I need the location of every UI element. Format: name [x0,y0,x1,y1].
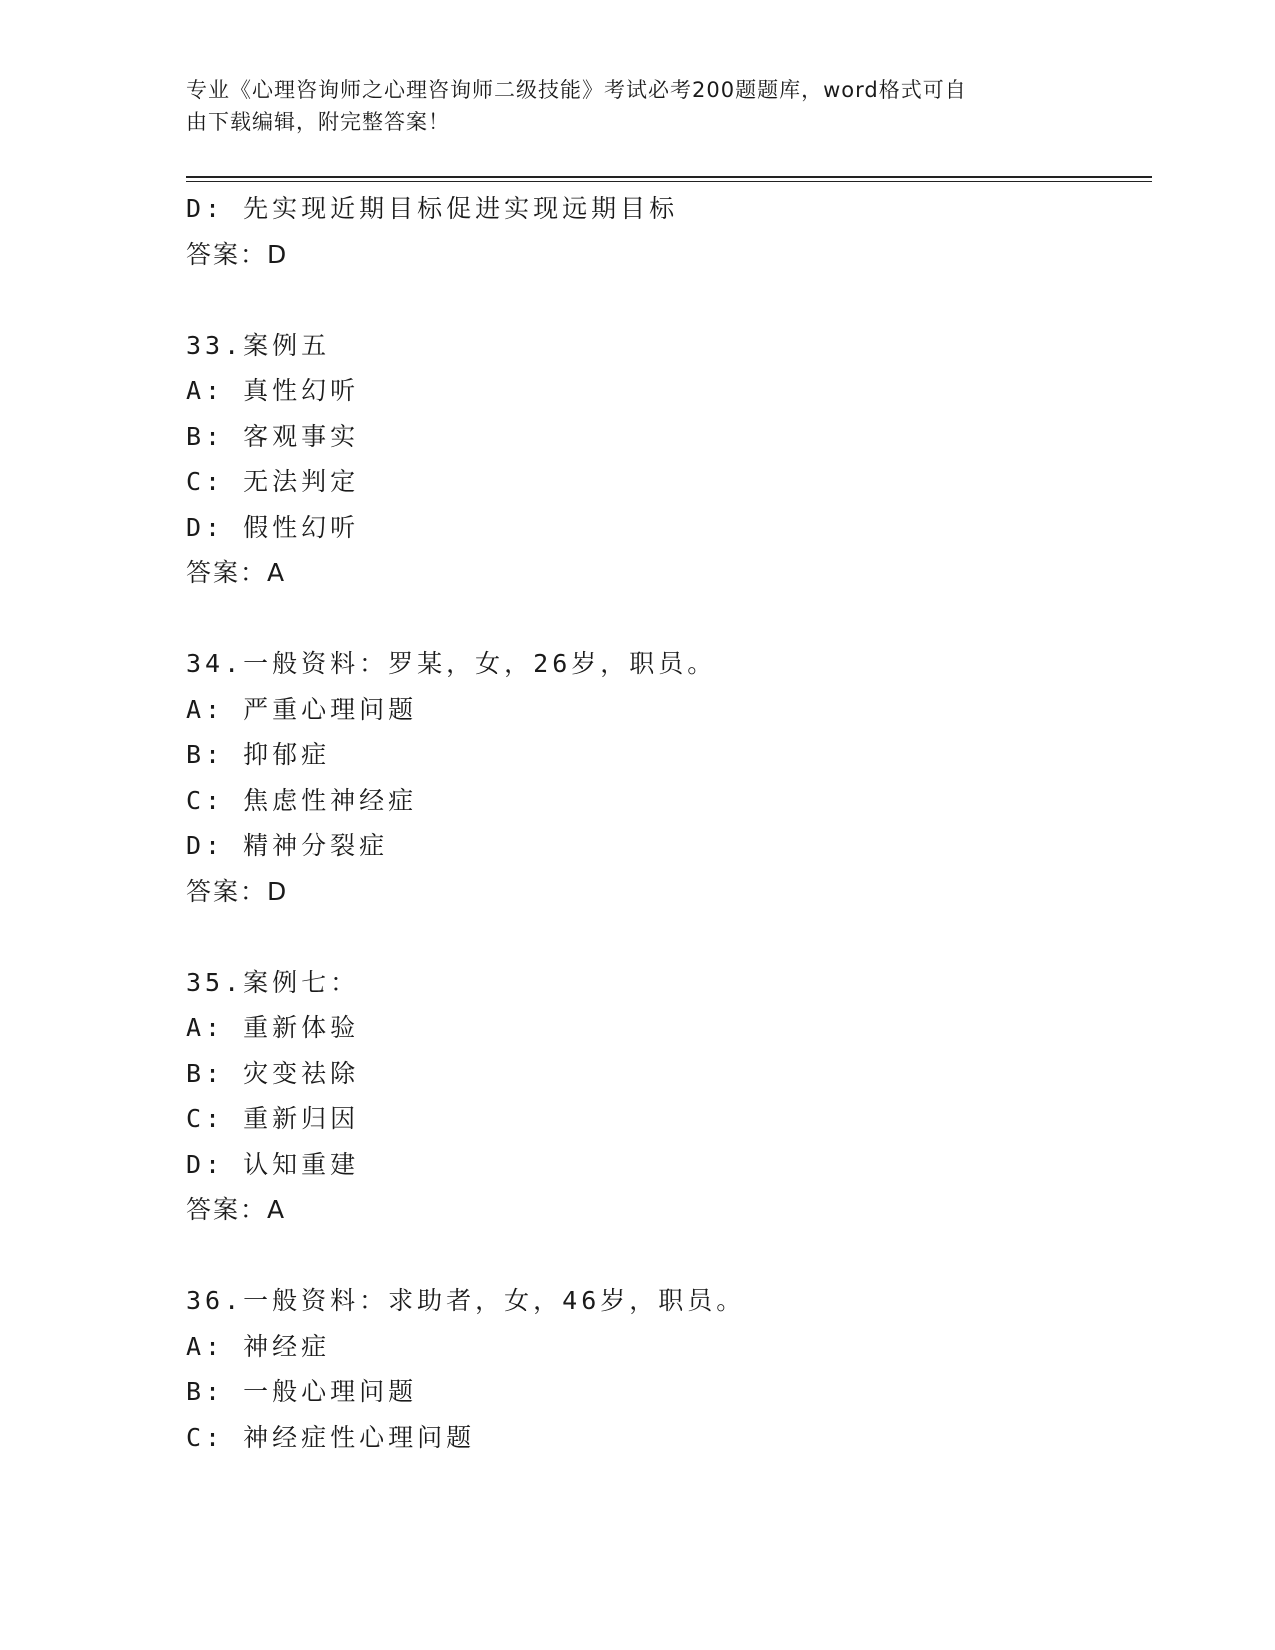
option-d: D: 精神分裂症 [186,831,389,860]
option-b: B: 抑郁症 [186,740,331,769]
option-b: B: 灾变祛除 [186,1058,360,1088]
header-line-1: 专业《心理咨询师之心理咨询师二级技能》考试必考200题题库，word格式可自 [186,78,967,102]
option-d: D: 认知重建 [186,1149,360,1179]
question-stem: 35.案例七： [186,967,360,997]
option-c: C: 无法判定 [186,467,360,496]
question-stem: 33.案例五 [186,330,331,360]
question-35 [186,960,1152,1233]
question-stem: 36.一般资料：求助者，女，46岁，职员。 [186,1286,746,1315]
spacer [186,1233,1152,1279]
option-c: C: 焦虑性神经症 [186,785,418,815]
spacer [186,596,1152,642]
question-33 [186,323,1152,596]
option-a: A: 严重心理问题 [186,694,418,724]
header-line-2: 由下载编辑，附完整答案！ [186,110,450,134]
option-a: A: 重新体验 [186,1013,360,1042]
option-c: C: 重新归因 [186,1104,360,1133]
document-header [186,74,1066,138]
question-stem: 34.一般资料：罗某，女，26岁，职员。 [186,649,717,678]
answer-line: 答案：A [186,1195,287,1224]
answer-line: 答案：A [186,558,287,587]
question-36 [186,1278,1152,1460]
option-a: A: 神经症 [186,1331,331,1361]
header-divider [186,176,1152,182]
spacer [186,914,1152,960]
question-list [186,186,1152,1460]
question-34 [186,641,1152,914]
answer-line: 答案：D [186,876,289,906]
option-b: B: 客观事实 [186,421,360,451]
option-d: D: 先实现近期目标促进实现远期目标 [186,194,679,223]
spacer [186,277,1152,323]
option-a: A: 真性幻听 [186,376,360,405]
option-c: C: 神经症性心理问题 [186,1422,476,1452]
answer-line: 答案：D [186,239,289,269]
option-b: B: 一般心理问题 [186,1377,418,1406]
option-d: D: 假性幻听 [186,512,360,542]
